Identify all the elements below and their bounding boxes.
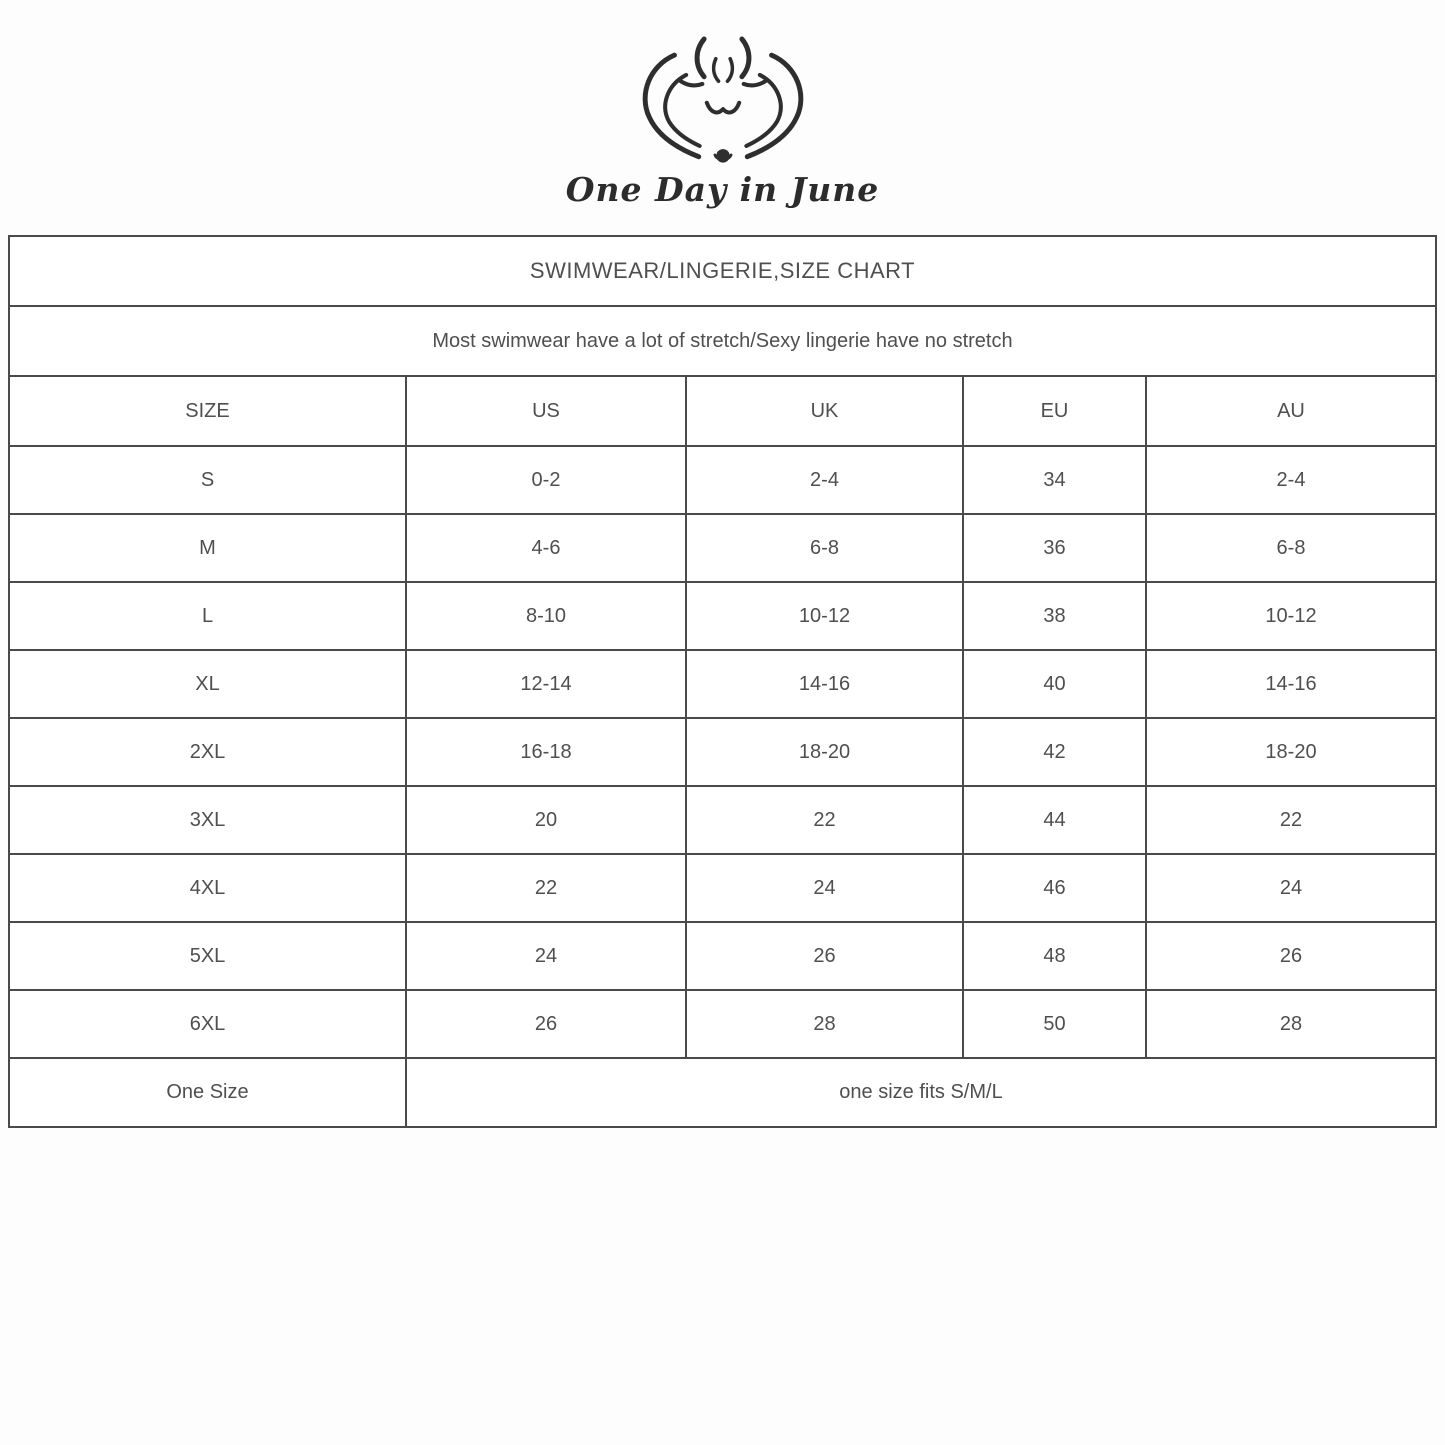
cell-uk: 26 bbox=[686, 922, 963, 990]
table-row-3xl bbox=[9, 786, 1436, 854]
cell-size: 4XL bbox=[9, 854, 406, 922]
cell-eu: 40 bbox=[963, 650, 1146, 718]
column-header-size: SIZE bbox=[9, 376, 406, 446]
cell-eu: 38 bbox=[963, 582, 1146, 650]
table-row-4xl bbox=[9, 854, 1436, 922]
cell-uk: 6-8 bbox=[686, 514, 963, 582]
table-row-2xl bbox=[9, 718, 1436, 786]
cell-eu: 42 bbox=[963, 718, 1146, 786]
cell-us: 24 bbox=[406, 922, 686, 990]
cell-us: 26 bbox=[406, 990, 686, 1058]
cell-us: 20 bbox=[406, 786, 686, 854]
brand-logo bbox=[0, 0, 1445, 209]
cell-eu: 44 bbox=[963, 786, 1146, 854]
cell-au: 22 bbox=[1146, 786, 1436, 854]
cell-size: 2XL bbox=[9, 718, 406, 786]
size-chart-subtitle: Most swimwear have a lot of stretch/Sexy lingerie have no stretch bbox=[9, 306, 1436, 376]
table-row-one-size bbox=[9, 1058, 1436, 1127]
cell-au: 10-12 bbox=[1146, 582, 1436, 650]
cell-us: 12-14 bbox=[406, 650, 686, 718]
cell-us: 0-2 bbox=[406, 446, 686, 514]
cell-eu: 50 bbox=[963, 990, 1146, 1058]
cell-eu: 34 bbox=[963, 446, 1146, 514]
table-row-m bbox=[9, 514, 1436, 582]
size-chart-table bbox=[8, 235, 1437, 1128]
brand-name: One Day in June bbox=[565, 170, 880, 209]
table-row-6xl bbox=[9, 990, 1436, 1058]
cell-us: 22 bbox=[406, 854, 686, 922]
cell-au: 18-20 bbox=[1146, 718, 1436, 786]
column-header-us: US bbox=[406, 376, 686, 446]
cell-uk: 22 bbox=[686, 786, 963, 854]
cell-us: 16-18 bbox=[406, 718, 686, 786]
table-row-xl bbox=[9, 650, 1436, 718]
cell-au: 14-16 bbox=[1146, 650, 1436, 718]
cell-eu: 46 bbox=[963, 854, 1146, 922]
cell-size: 3XL bbox=[9, 786, 406, 854]
cell-size: XL bbox=[9, 650, 406, 718]
table-row-s bbox=[9, 446, 1436, 514]
column-header-uk: UK bbox=[686, 376, 963, 446]
cell-uk: 18-20 bbox=[686, 718, 963, 786]
table-subtitle-row bbox=[9, 306, 1436, 376]
table-title-row bbox=[9, 236, 1436, 306]
cell-size: M bbox=[9, 514, 406, 582]
cell-size: L bbox=[9, 582, 406, 650]
cell-uk: 2-4 bbox=[686, 446, 963, 514]
size-chart-title: SWIMWEAR/LINGERIE,SIZE CHART bbox=[9, 236, 1436, 306]
table-row-5xl bbox=[9, 922, 1436, 990]
cell-uk: 14-16 bbox=[686, 650, 963, 718]
cell-eu: 36 bbox=[963, 514, 1146, 582]
column-header-eu: EU bbox=[963, 376, 1146, 446]
cell-size: S bbox=[9, 446, 406, 514]
cell-us: 4-6 bbox=[406, 514, 686, 582]
cell-size: 6XL bbox=[9, 990, 406, 1058]
cell-eu: 48 bbox=[963, 922, 1146, 990]
table-row-l bbox=[9, 582, 1436, 650]
cell-au: 24 bbox=[1146, 854, 1436, 922]
one-size-note: one size fits S/M/L bbox=[406, 1058, 1436, 1127]
cell-size: 5XL bbox=[9, 922, 406, 990]
cell-uk: 24 bbox=[686, 854, 963, 922]
cell-au: 2-4 bbox=[1146, 446, 1436, 514]
cell-au: 6-8 bbox=[1146, 514, 1436, 582]
lion-face-icon bbox=[0, 30, 1445, 172]
cell-us: 8-10 bbox=[406, 582, 686, 650]
cell-uk: 28 bbox=[686, 990, 963, 1058]
column-header-au: AU bbox=[1146, 376, 1436, 446]
cell-au: 26 bbox=[1146, 922, 1436, 990]
one-size-label: One Size bbox=[9, 1058, 406, 1127]
cell-uk: 10-12 bbox=[686, 582, 963, 650]
cell-au: 28 bbox=[1146, 990, 1436, 1058]
table-header-row bbox=[9, 376, 1436, 446]
